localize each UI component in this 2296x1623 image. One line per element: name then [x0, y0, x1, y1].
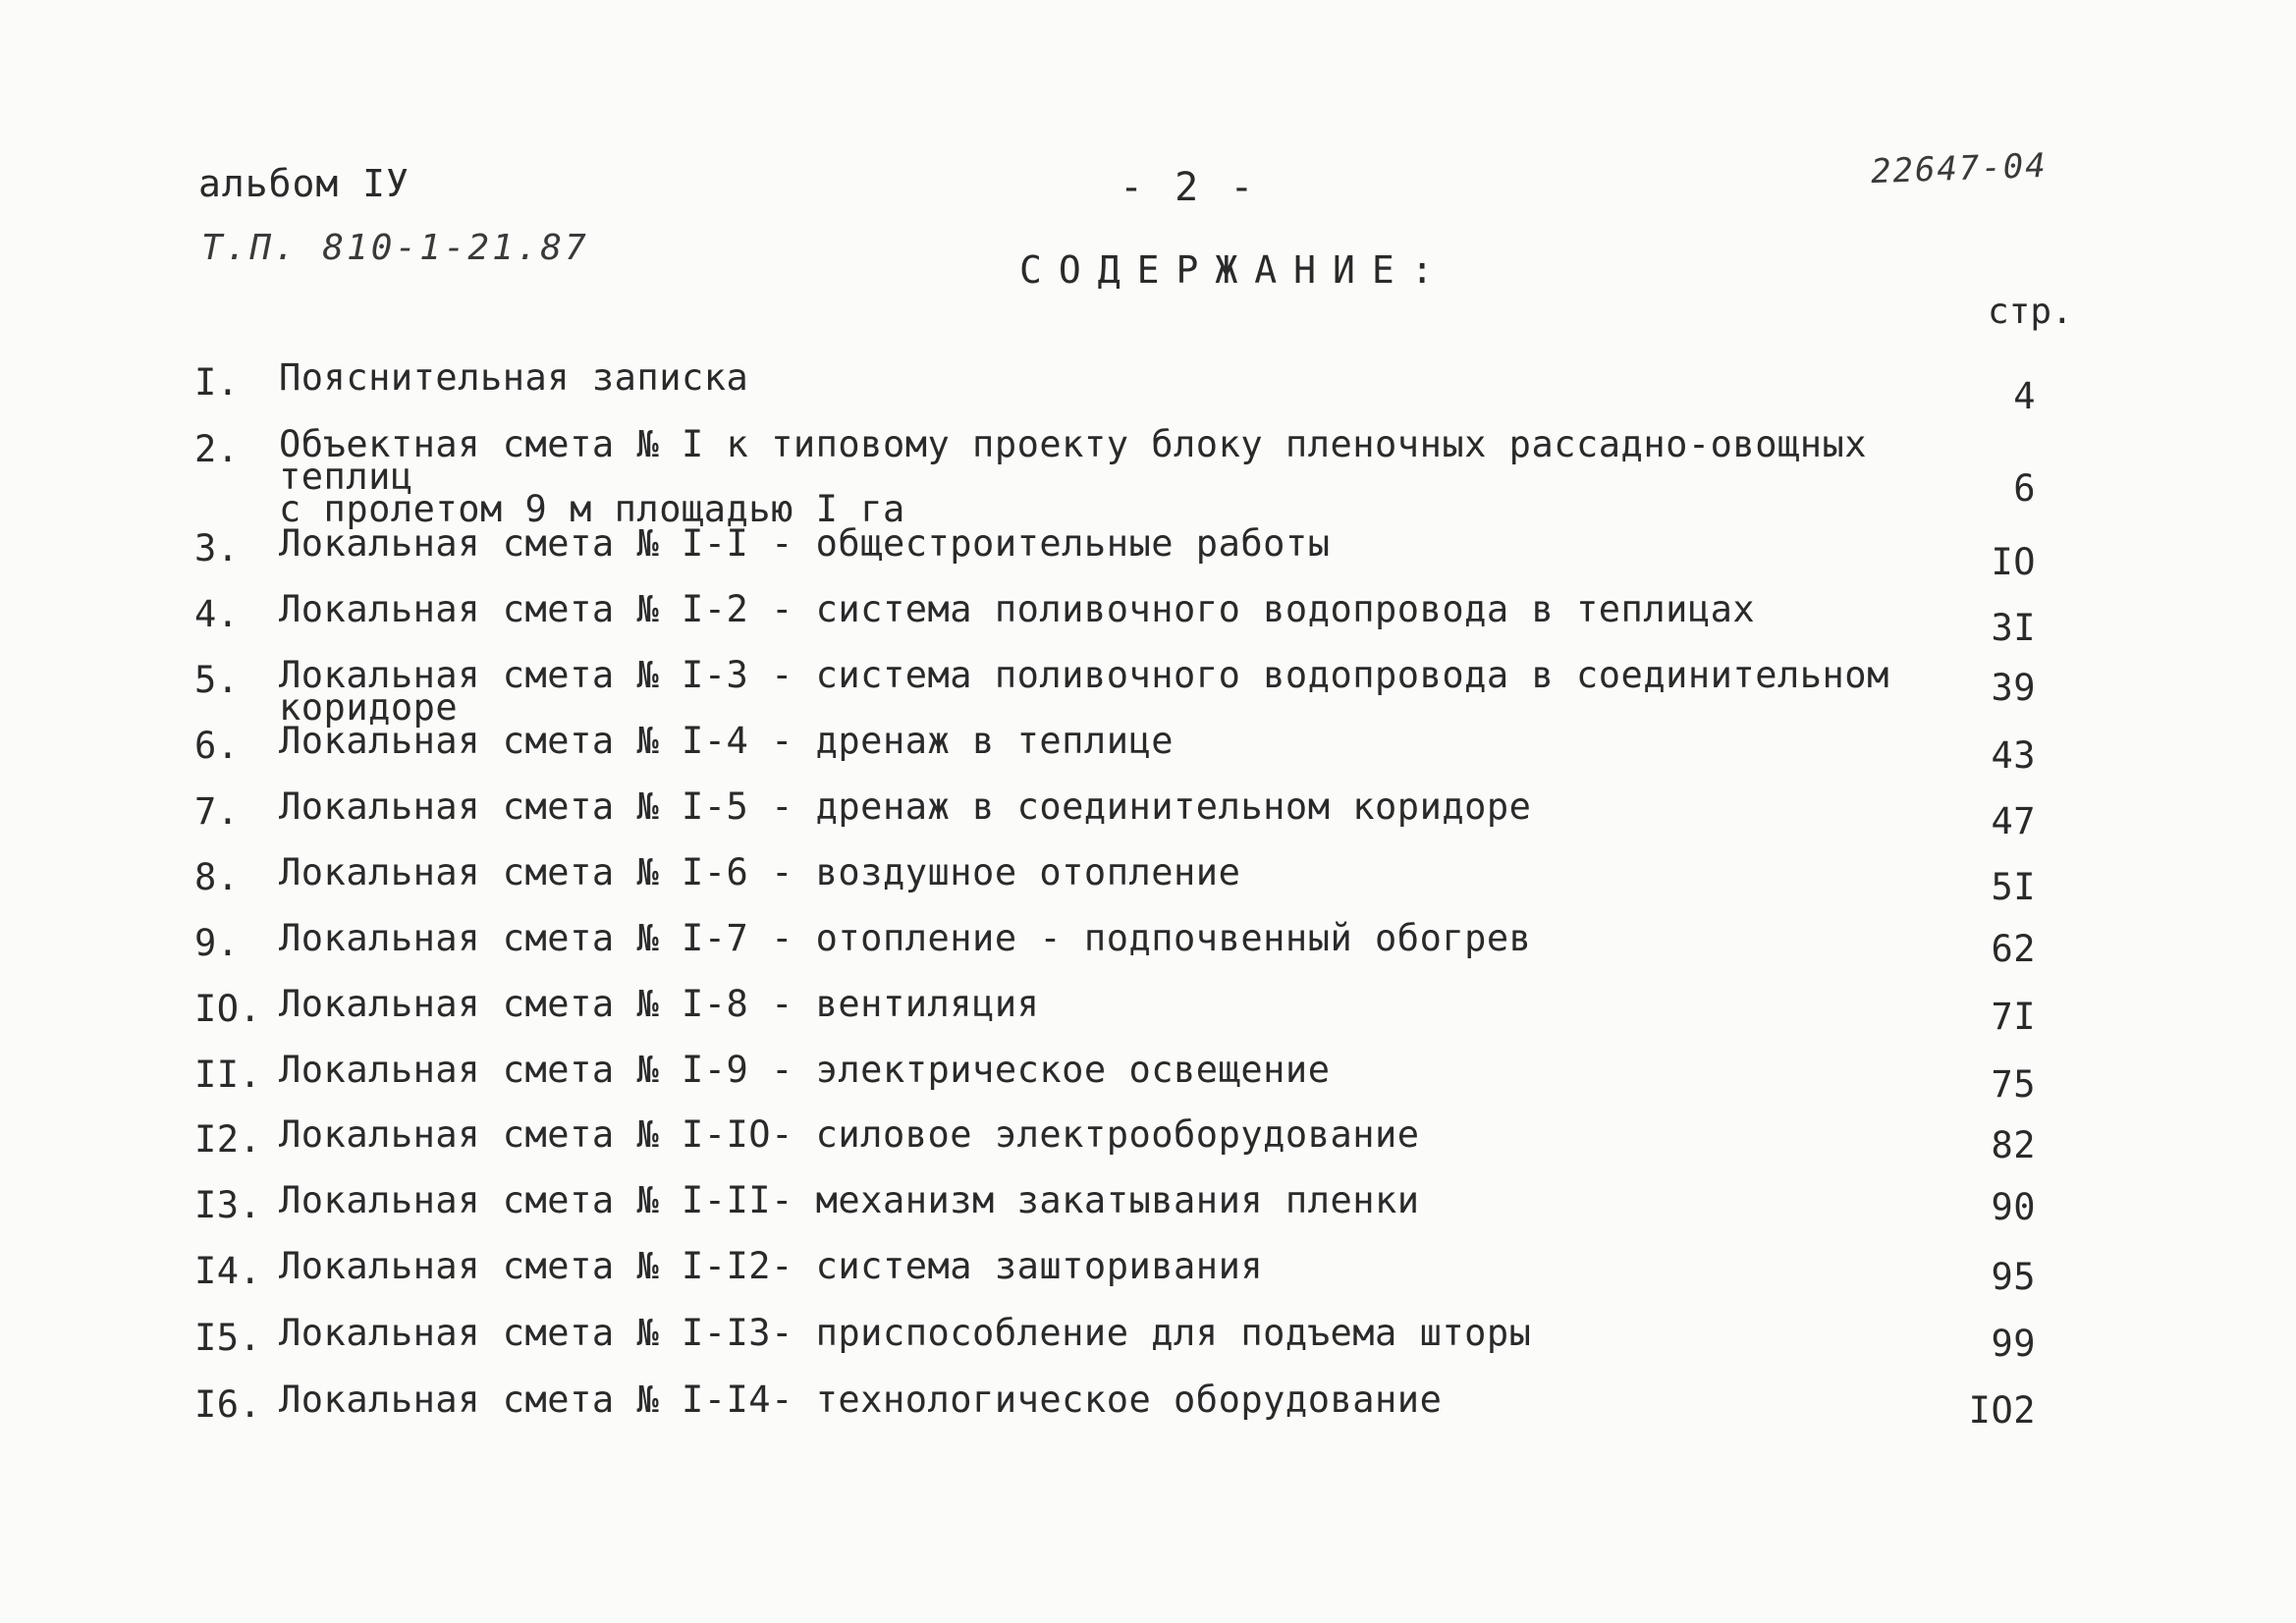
toc-item-page: 3I — [1991, 607, 2036, 649]
toc-item-title: Локальная смета № I-6 - воздушное отопление — [279, 851, 1241, 893]
toc-item-number: 9. — [194, 922, 240, 964]
toc-item-number: I5. — [194, 1317, 262, 1359]
toc-item-number: I3. — [194, 1184, 262, 1226]
toc-item-number: 3. — [194, 527, 240, 569]
toc-item-page: IO2 — [1968, 1389, 2036, 1432]
toc-item-number: 7. — [194, 790, 240, 833]
toc-item-page: 82 — [1991, 1124, 2036, 1166]
toc-item-number: I4. — [194, 1250, 262, 1292]
toc-item-title: Локальная смета № I-2 - система поливочного водопровода в теплицах — [279, 588, 1756, 630]
toc-item-page: 75 — [1991, 1063, 2036, 1106]
toc-item-title: Локальная смета № I-3 - система поливочного водопровода в соединительном коридоре — [279, 654, 1912, 729]
toc-item-title: Локальная смета № I-I2- система зашторивания — [279, 1245, 1264, 1287]
toc-item-page: 39 — [1991, 667, 2036, 709]
toc-item-page: 62 — [1991, 928, 2036, 970]
toc-title: СОДЕРЖАНИЕ: — [1019, 248, 1450, 292]
toc-item-title: Локальная смета № I-4 - дренаж в теплице — [279, 720, 1175, 762]
toc-item-number: II. — [194, 1054, 262, 1096]
toc-item-number: 8. — [194, 856, 240, 898]
toc-item-title: Локальная смета № I-7 - отопление - подпочвенный обогрев — [279, 917, 1532, 959]
toc-item-page: 5I — [1991, 866, 2036, 908]
toc-item-title: Локальная смета № I-I4- технологическое оборудование — [279, 1379, 1443, 1421]
toc-item-number: I2. — [194, 1118, 262, 1161]
toc-item-page: 6 — [2013, 467, 2036, 510]
toc-item-page: 43 — [1991, 734, 2036, 777]
toc-item-page: 90 — [1991, 1186, 2036, 1228]
toc-item-title: Локальная смета № I-IO- силовое электрооборудование — [279, 1113, 1420, 1156]
page-column-header: стр. — [1988, 292, 2073, 332]
toc-item-title: Объектная смета № I к типовому проекту блоку пленочных рассадно-овощных теплиц с пролетом 9 м площадью I га — [279, 423, 1868, 530]
toc-item-title: Локальная смета № I-I - общестроительные работы — [279, 522, 1331, 565]
toc-item-page: IO — [1991, 541, 2036, 583]
toc-item-page: 47 — [1991, 800, 2036, 842]
album-label: альбом IУ — [198, 162, 410, 205]
toc-item-number: IO. — [194, 988, 262, 1030]
toc-item-number: 2. — [194, 428, 240, 470]
toc-item-number: I6. — [194, 1383, 262, 1426]
toc-item-title: Локальная смета № I-8 - вентиляция — [279, 983, 1040, 1025]
toc-item-page: 4 — [2013, 375, 2036, 417]
toc-item-title: Локальная смета № I-5 - дренаж в соединительном коридоре — [279, 785, 1532, 828]
toc-item-page: 99 — [1991, 1323, 2036, 1365]
toc-item-number: I. — [194, 361, 240, 404]
toc-item-title: Локальная смета № I-9 - электрическое освещение — [279, 1049, 1331, 1091]
page-number: - 2 - — [1120, 165, 1258, 210]
toc-item-number: 4. — [194, 593, 240, 635]
project-code: Т.П. 810-1-21.87 — [201, 228, 589, 268]
toc-item-number: 5. — [194, 659, 240, 701]
toc-item-page: 95 — [1991, 1256, 2036, 1298]
toc-item-title: Локальная смета № I-II- механизм закатывания пленки — [279, 1179, 1420, 1221]
document-code: 22647-04 — [1870, 145, 2049, 192]
toc-item-title: Пояснительная записка — [279, 356, 749, 399]
toc-item-page: 7I — [1991, 996, 2036, 1038]
toc-item-number: 6. — [194, 725, 240, 767]
toc-item-title: Локальная смета № I-I3- приспособление для подъема шторы — [279, 1312, 1532, 1354]
